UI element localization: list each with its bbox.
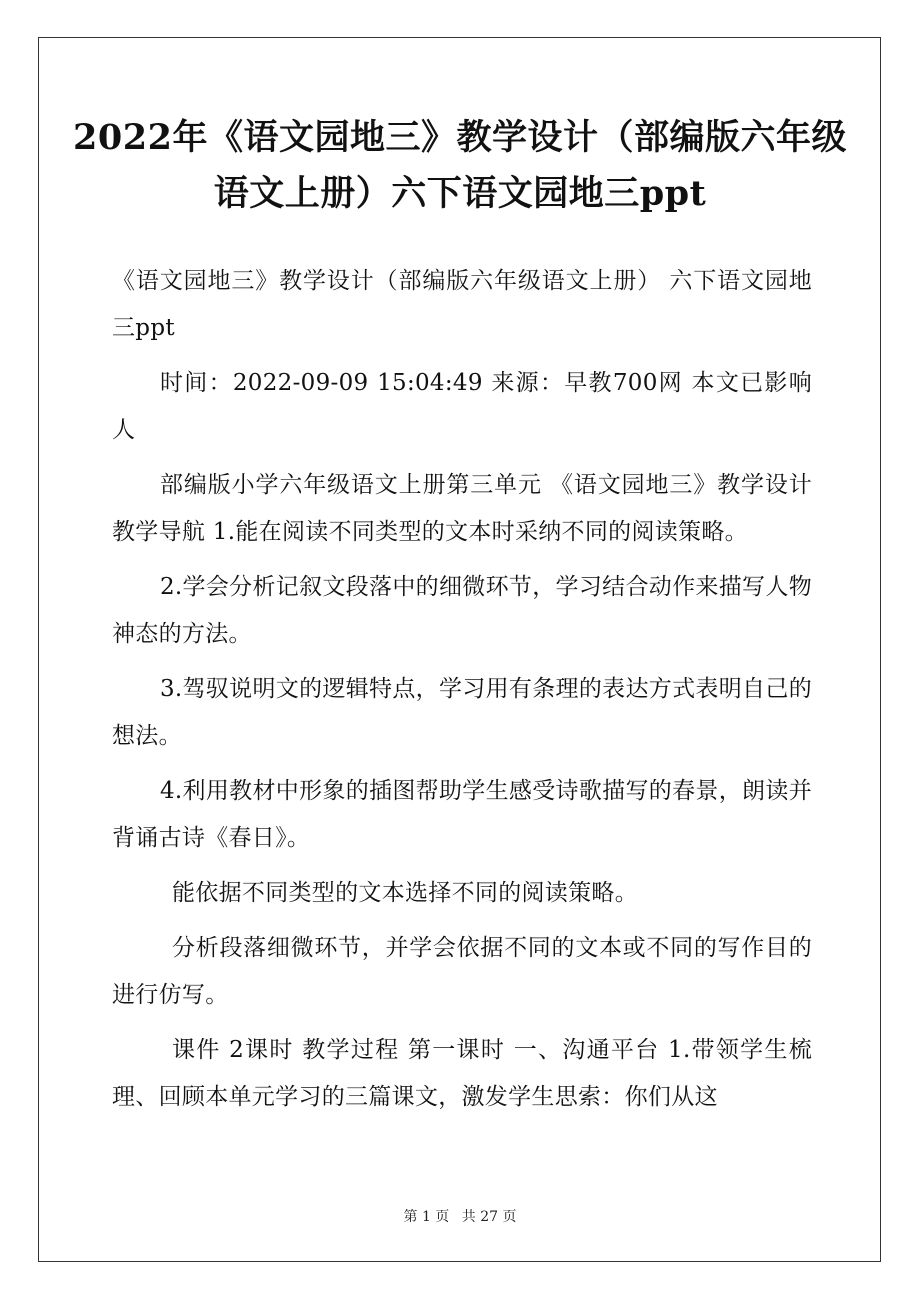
- paragraph-key-point: 能依据不同类型的文本选择不同的阅读策略。: [172, 880, 638, 906]
- page-footer: [0, 1206, 920, 1226]
- paragraph-goal-4: 4.利用教材中形象的插图帮助学生感受诗歌描写的春景，朗读并背诵古诗《春日》。: [112, 778, 812, 851]
- page-total: 共 27 页: [461, 1209, 517, 1225]
- paragraph-difficulty: 分析段落细微环节，并学会依据不同的文本或不同的写作目的进行仿写。: [112, 935, 812, 1008]
- paragraph-goal-3: 3.驾驭说明文的逻辑特点，学习用有条理的表达方式表明自己的想法。: [112, 676, 812, 749]
- paragraph-goal-2: 2.学会分析记叙文段落中的细微环节，学习结合动作来描写人物神态的方法。: [112, 574, 812, 647]
- paragraph-subtitle: 《语文园地三》教学设计（部编版六年级语文上册） 六下语文园地三ppt: [112, 268, 812, 341]
- page-number: 第 1 页: [403, 1209, 450, 1225]
- document-title: 2022年《语文园地三》教学设计（部编版六年级语文上册）六下语文园地三ppt: [73, 117, 847, 214]
- document-body: [112, 258, 812, 1129]
- paragraph-intro: 部编版小学六年级语文上册第三单元 《语文园地三》教学设计 教学导航 1.能在阅读不同类型的文本时采纳不同的阅读策略。: [112, 472, 812, 545]
- paragraph-meta: 时间：2022-09-09 15:04:49 来源：早教700网 本文已影响 人: [112, 370, 812, 443]
- paragraph-process: 课件 2课时 教学过程 第一课时 一、沟通平台 1.带领学生梳理、回顾本单元学习的三篇课文，激发学生思索：你们从这: [112, 1037, 812, 1110]
